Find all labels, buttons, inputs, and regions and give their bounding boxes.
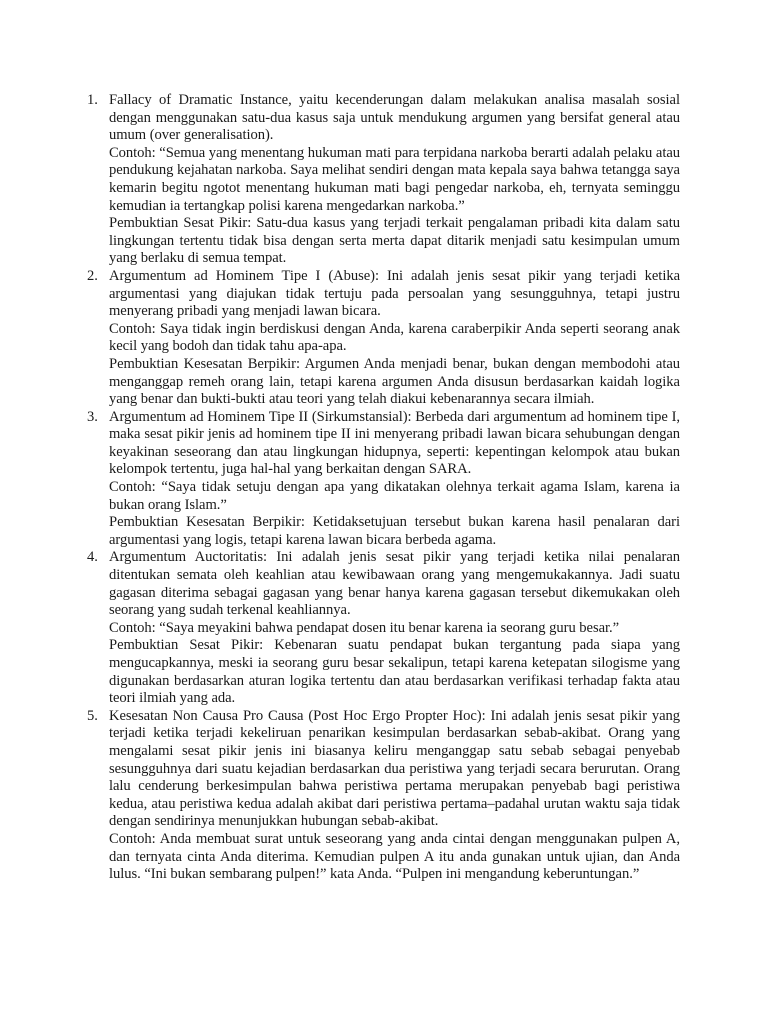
item-example: Contoh: Anda membuat surat untuk seseorang yang anda cintai dengan menggunakan pulpen A, dan ternyata cinta Anda diterima. Kemudian pulpen A itu anda gunakan untuk ujian, dan Anda lulus. “Ini bukan sembarang pulpen!” kata Anda. “Pulpen ini mengandung keberuntungan.”: [109, 830, 680, 883]
item-definition: Fallacy of Dramatic Instance, yaitu kecenderungan dalam melakukan analisa masalah sosial dengan menggunakan satu-dua kasus saja untuk mendukung argumen yang bersifat general atau umum (over generalisation).: [109, 92, 680, 144]
item-number: 4.: [87, 549, 98, 566]
list-item: [79, 268, 680, 409]
list-item: [79, 92, 680, 268]
item-proof: Pembuktian Sesat Pikir: Satu-dua kasus yang terjadi terkait pengalaman pribadi kita dalam satu lingkungan tertentu tidak bisa dengan serta merta dapat ditarik menjadi satu kesimpulan umum yang berlaku di semua tempat.: [109, 215, 680, 267]
item-definition: Argumentum ad Hominem Tipe II (Sirkumstansial): Berbeda dari argumentum ad hominem tipe I, maka sesat pikir jenis ad hominem tipe II ini menyerang pribadi lawan bicara sehubungan dengan keyakinan seseorang dan atau lingkungan hidupnya, seperti: kepentingan kelompok atau bukan kelompok tertentu, juga hal-hal yang berkaitan dengan SARA.: [109, 408, 680, 478]
item-proof: Pembuktian Kesesatan Berpikir: Argumen Anda menjadi benar, bukan dengan membodohi atau menganggap remeh orang lain, tetapi karena argumen Anda disusun berdasarkan kaidah logika yang benar dan bukti-bukti atau teori yang telah diakui kebenarannya secara ilmiah.: [109, 355, 680, 408]
item-definition: Argumentum ad Hominem Tipe I (Abuse): Ini adalah jenis sesat pikir yang terjadi ketika argumentasi yang diajukan tidak tertuju pada persoalan yang sesungguhnya, tetapi justru menyerang pribadi yang menjadi lawan bicara.: [109, 267, 680, 320]
item-proof: Pembuktian Kesesatan Berpikir: Ketidaksetujuan tersebut bukan karena hasil penalaran dari argumentasi yang logis, tetapi karena lawan bicara berbeda agama.: [109, 514, 680, 548]
item-definition: Argumentum Auctoritatis: Ini adalah jenis sesat pikir yang terjadi ketika nilai penalaran ditentukan semata oleh keahlian atau kewibawaan orang yang mengemukakannya. Jadi suatu gagasan diterima sebagai gagasan yang benar hanya karena gagasan tersebut dikemukakan oleh seorang yang sudah terkenal keahliannya.: [109, 549, 680, 619]
list-item: [79, 708, 680, 884]
fallacy-list: [79, 92, 680, 884]
item-body: [109, 409, 680, 550]
item-body: [109, 268, 680, 409]
item-number: 3.: [87, 408, 98, 425]
item-number: 2.: [87, 267, 98, 284]
item-proof: Pembuktian Sesat Pikir: Kebenaran suatu pendapat bukan tergantung pada siapa yang mengucapkannya, meski ia seorang guru besar sekalipun, tetapi karena ketepatan silogisme yang digunakan berdasarkan aturan logika tertentu dan atau berdasarkan verifikasi terhadap fakta atau teori ilmiah yang ada.: [109, 637, 680, 707]
item-body: [109, 92, 680, 268]
list-item: [79, 409, 680, 550]
item-example: Contoh: Saya tidak ingin berdiskusi dengan Anda, karena caraberpikir Anda seperti seorang anak kecil yang bodoh dan tidak tahu apa-apa.: [109, 320, 680, 355]
item-body: [109, 549, 680, 707]
item-example: Contoh: “Semua yang menentang hukuman mati para terpidana narkoba berarti adalah pelaku atau pendukung kejahatan narkoba. Saya melihat sendiri dengan mata kepala saya bahwa tetangga saya kemarin begitu ngotot menentang hukuman mati bagi pengedar narkoba, eh, ternyata seminggu kemudian ia tertangkap polisi karena mengedarkan narkoba.”: [109, 144, 680, 214]
item-number: 1.: [87, 92, 98, 108]
item-example: Contoh: “Saya tidak setuju dengan apa yang dikatakan olehnya terkait agama Islam, karena ia bukan orang Islam.”: [109, 479, 680, 513]
list-item: [79, 549, 680, 707]
item-definition: Kesesatan Non Causa Pro Causa (Post Hoc Ergo Propter Hoc): Ini adalah jenis sesat pikir yang terjadi ketika terjadi kekeliruan penarikan kesimpulan berdasarkan sebab-akibat. Orang yang mengalami sesat pikir jenis ini biasanya keliru menganggap satu sebab sebagai penyebab sesungguhnya dari suatu kejadian berdasarkan dua peristiwa yang terjadi secara berurutan. Orang lalu cenderung berkesimpulan bahwa peristiwa pertama merupakan penyebab bagi peristiwa kedua, atau peristiwa kedua adalah akibat dari peristiwa pertama–padahal urutan waktu saja tidak dengan sendirinya menunjukkan hubungan sebab-akibat.: [109, 707, 680, 830]
item-example: Contoh: “Saya meyakini bahwa pendapat dosen itu benar karena ia seorang guru besar.”: [109, 619, 620, 636]
item-body: [109, 708, 680, 884]
item-number: 5.: [87, 707, 98, 724]
